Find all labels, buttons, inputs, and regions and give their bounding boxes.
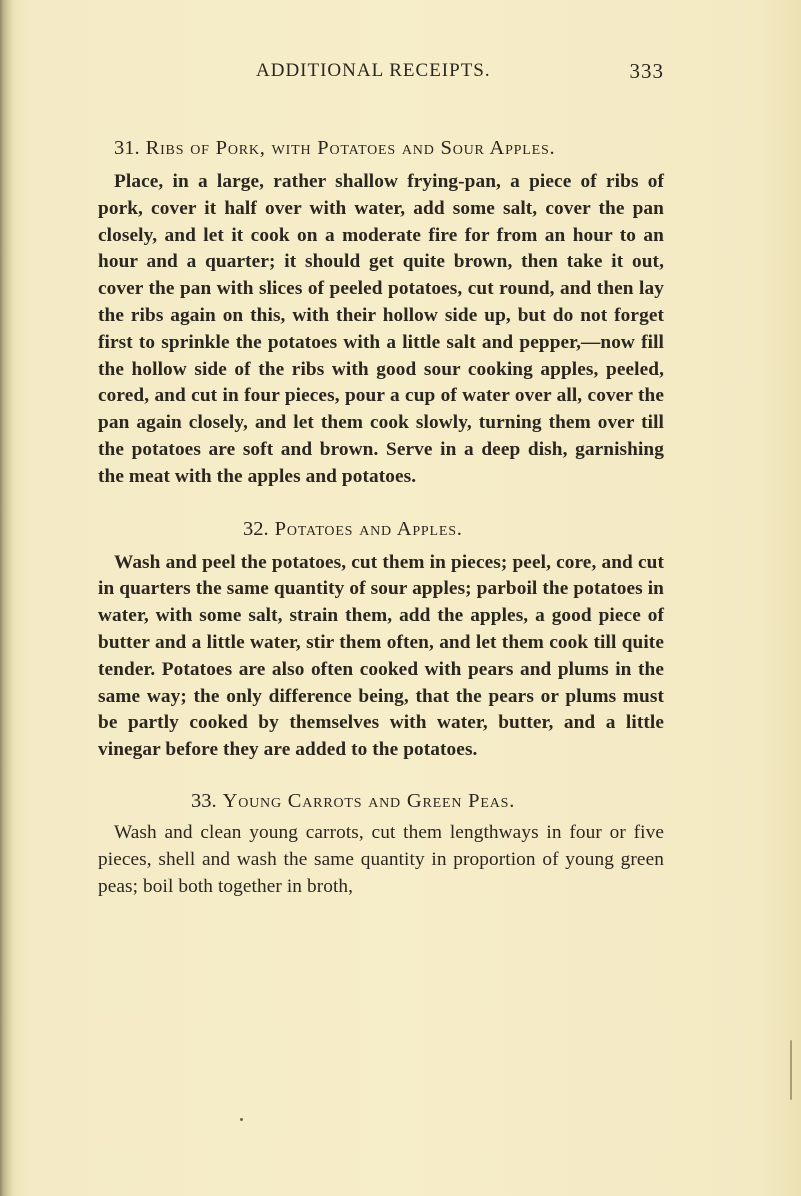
page-number: 333: [629, 59, 664, 83]
page-gutter-shadow: [0, 0, 14, 1196]
recipe-number: 31.: [114, 137, 140, 159]
recipe-title-text: Potatoes and Apples.: [274, 517, 463, 540]
recipe-31: [98, 133, 664, 491]
running-title: ADDITIONAL RECEIPTS.: [256, 60, 491, 81]
recipe-body: Wash and peel the potatoes, cut them in pieces; peel, core, and cut in quarters the same quantity of sour apples; parboil the potatoes in water, with some salt, strain them, add the apples, a good piece of butter and a little water, stir them often, and let them cook till quite tender. Potatoes are also often cooked with pears and plums in the same way; the only difference being, that the pears or plums must be partly cooked by themselves with water, butter, and a little vinegar before they are added to the potatoes.: [98, 551, 664, 761]
running-head: [98, 60, 664, 100]
paper-speck: [790, 1040, 792, 1100]
recipe-title: [98, 786, 664, 816]
page-text-block: [98, 60, 664, 900]
recipe-title-text: Ribs of Pork, with Potatoes and Sour Apples.: [145, 137, 556, 159]
paper-speck: [240, 1118, 243, 1121]
recipe-title: [98, 514, 664, 544]
recipe-number: 33.: [191, 789, 217, 812]
recipe-title-text: Young Carrots and Green Peas.: [222, 789, 516, 812]
recipe-number: 32.: [243, 517, 269, 540]
recipe-body: Place, in a large, rather shallow frying-pan, a piece of ribs of pork, cover it half over with water, add some salt, cover the pan closely, and let it cook on a moderate fire for from an hour to an hour and a quarter; it should get quite brown, then take it out, cover the pan with slices of peeled potatoes, cut round, and then lay the ribs again on this, with their hollow side up, but do not forget first to sprinkle the potatoes with a little salt and pepper,—now fill the hollow side of the ribs with good sour cooking apples, peeled, cored, and cut in four pieces, pour a cup of water over all, cover the pan again closely, and let them cook slowly, turning them over till the potatoes are soft and brown. Serve in a deep dish, garnishing the meat with the apples and potatoes.: [98, 171, 664, 487]
recipe-33: [98, 786, 664, 900]
recipe-title: [98, 133, 664, 163]
recipe-body: Wash and clean young carrots, cut them lengthways in four or five pieces, shell and wash the same quantity in proportion of young green peas; boil both together in broth,: [98, 821, 664, 897]
recipe-32: [98, 514, 664, 764]
